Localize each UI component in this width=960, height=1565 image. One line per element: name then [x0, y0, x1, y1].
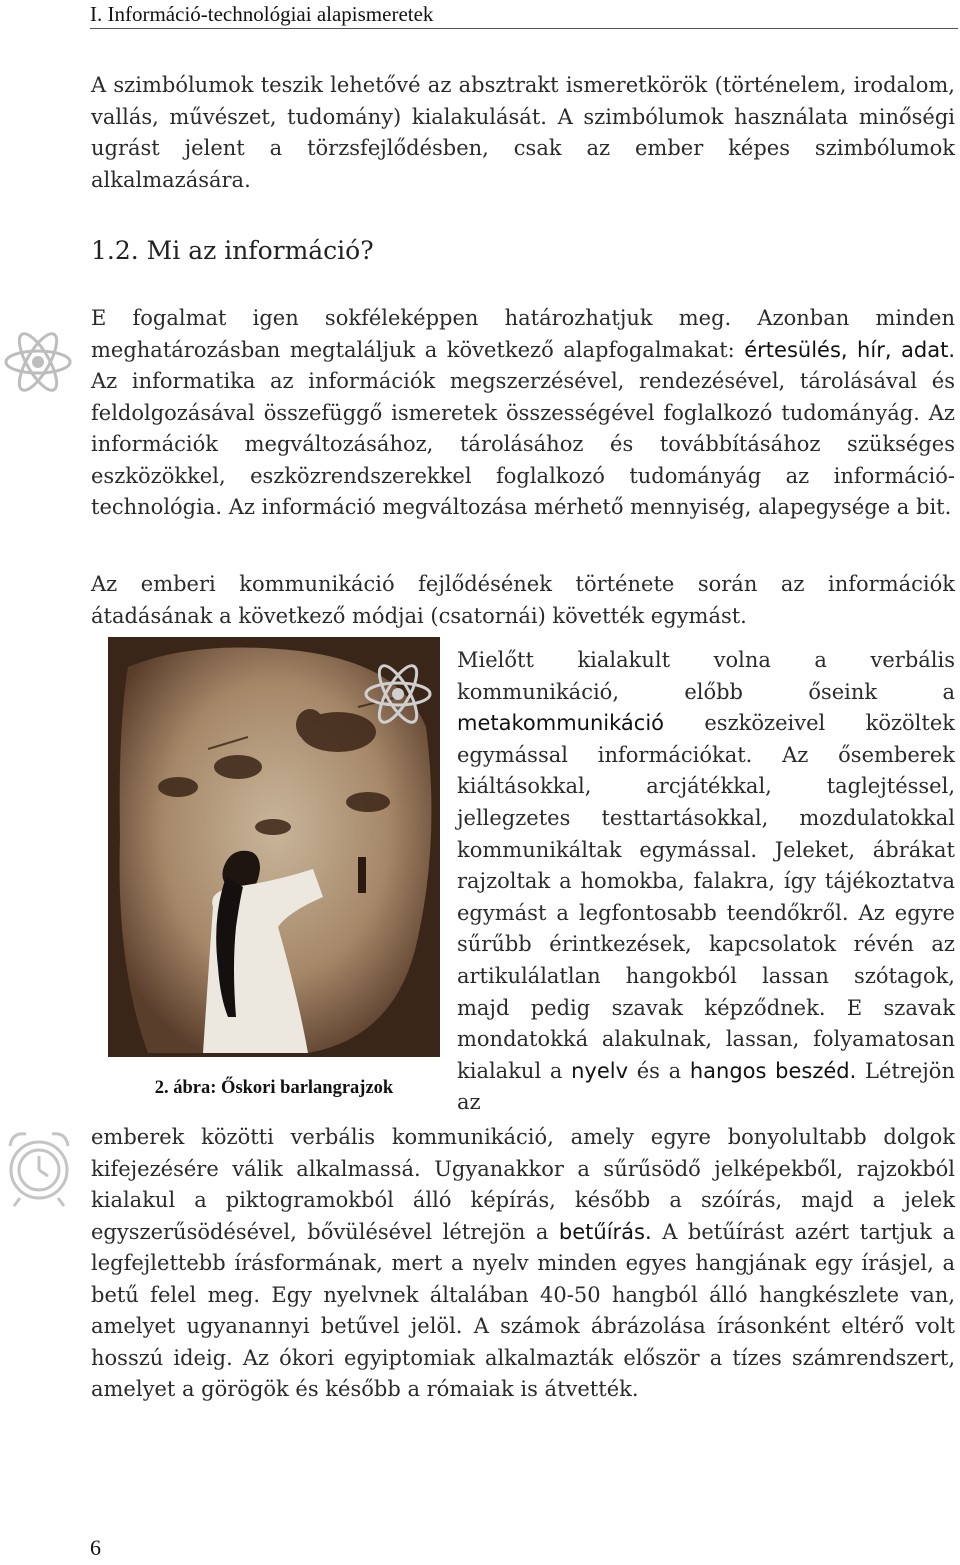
wrap-text-4: Létrejön az — [457, 1058, 955, 1115]
atom-icon — [2, 326, 74, 398]
alarm-clock-icon — [2, 1124, 76, 1208]
section-heading: 1.2. Mi az információ? — [91, 236, 374, 265]
wrap-keyword-hangos-beszed: hangos beszéd. — [689, 1058, 857, 1083]
bottom-keyword-betuiras: betűírás. — [558, 1219, 652, 1244]
intro-paragraph: A szimbólumok teszik lehetővé az absztrakt ismeretkörök (történelem, irodalom, vallás, művészet, tudomány) kialakulását. A szimbólumok használata minőségi ugrást jelent a törzsfejlődésben, csak az ember képes szimbólumok alkalmazására. — [91, 73, 955, 192]
figure-caption: 2. ábra: Őskori barlangrajzok — [154, 1078, 394, 1098]
bottom-paragraph — [91, 1122, 955, 1406]
wrap-text-1: Mielőtt kialakult volna a verbális kommunikáció, előbb őseink a — [457, 648, 955, 704]
definition-text-1: E fogalmat igen sokféleképpen határozhatjuk meg. Azonban minden meghatározásban megtaláljuk a következő alapfogalmakat: — [91, 306, 955, 362]
wrap-text-3: és a — [628, 1058, 690, 1083]
definition-keywords: értesülés, hír, adat. — [744, 337, 955, 362]
page-number: 6 — [90, 1535, 101, 1560]
bottom-text-1: emberek közötti verbális kommunikáció, amely egyre bonyolultabb dolgok kifejezésére válik alkalmassá. Ugyanakkor a sűrűsödő jelképekből, rajzokból kialakul a piktogramokból álló képírás, később a szóírás, majd a jelek egyszerűsödésével, bővülésével létrejön a — [91, 1125, 955, 1244]
definition-paragraph — [91, 303, 955, 524]
communication-paragraph: Az emberi kommunikáció fejlődésének története során az információk átadásának a következő módjai (csatornái) követték egymást. — [91, 572, 955, 628]
definition-text-2: Az informatika az információk megszerzésével, rendezésével, tárolásával és feldolgozásával összefüggő ismeretek összességével foglalkozó tudományág. Az információk megváltozásához, tárolásához és továbbításához szükséges eszközökkel, eszközrendszerekkel foglalkozó tudományág az információ-technológia. Az információ megváltozása mérhető mennyiség, alapegysége a bit. — [91, 369, 955, 519]
page-header — [90, 2, 958, 29]
atom-icon — [362, 658, 434, 730]
bottom-text-2: A betűírást azért tartjuk a legfejlettebb írásformának, mert a nyelv minden egyes hangjának egy írásjel, a betű felel meg. Egy nyelvnek általában 40-50 hangból álló hangkészlete van, amelyet ugyanannyi betűvel jelöl. A számok ábrázolása írásonként eltérő volt hosszú ideig. Az ókori egyiptomiak alkalmazták először a tízes számrendszert, amelyet a görögök és később a rómaiak is átvették. — [91, 1219, 955, 1401]
wrap-keyword-nyelv: nyelv — [571, 1058, 629, 1083]
header-title: I. Információ-technológiai alapismeretek — [90, 2, 434, 26]
wrap-paragraph — [457, 645, 955, 1119]
wrap-text-2: eszközeivel közöltek egymással információkat. Az ősemberek kiáltásokkal, arcjátékkal, taglejtéssel, jellegzetes testtartásokkal, mozdulatokkal kommunikáltak egymással. Jeleket, ábrákat rajzoltak a homokba, falakra, így tájékoztatva egymást a legfontosabb teendőkről. Az egyre sűrűbb érintkezések, kapcsolatok révén az artikulálatlan hangokból lassan szótagok, majd pedig szavak képződnek. E szavak mondatokká alakulnak, lassan, folyamatosan kialakul a — [457, 711, 955, 1083]
wrap-keyword-metakommunikacio: metakommunikáció — [457, 711, 664, 736]
